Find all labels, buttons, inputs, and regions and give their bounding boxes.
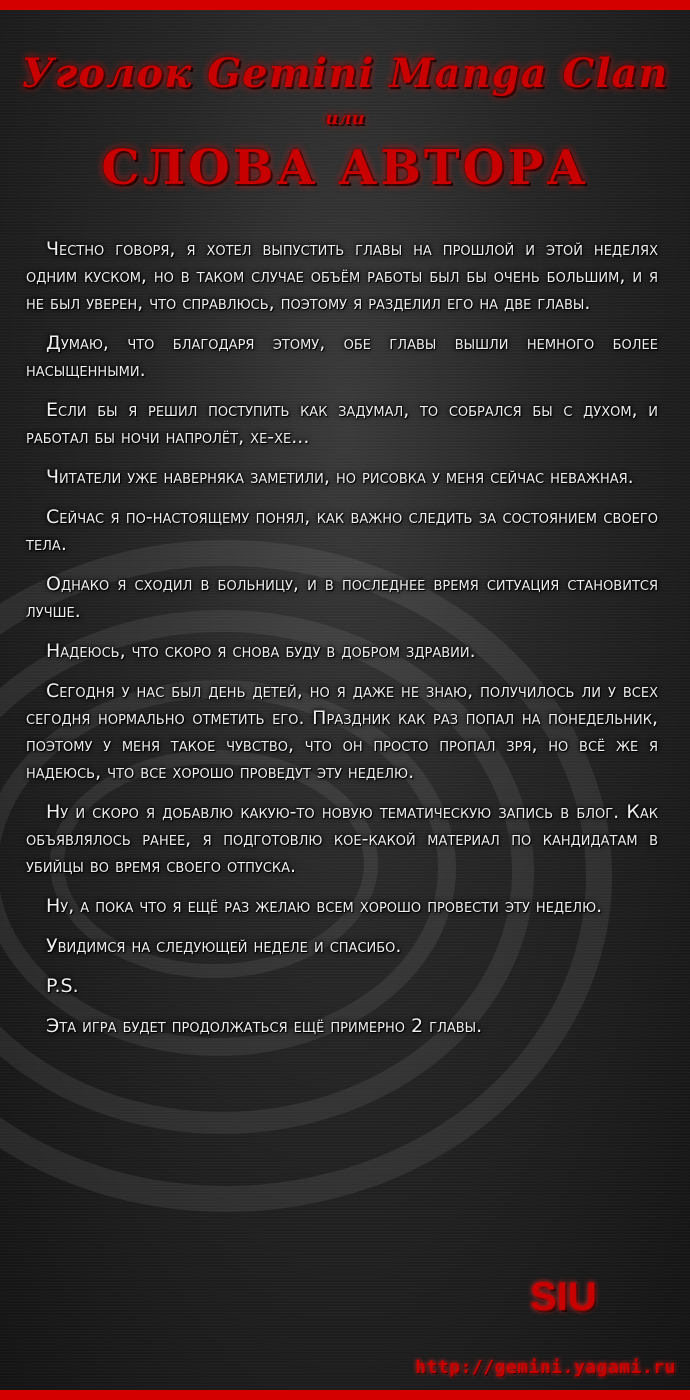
paragraph: Если бы я решил поступить как задумал, то собрался бы с духом, и работал бы ночи напролёт, хе-хе...	[26, 399, 658, 448]
paragraph: Думаю, что благодаря этому, обе главы вышли немного более насыщенными.	[26, 332, 658, 381]
paragraph: Честно говоря, я хотел выпустить главы на прошлой и этой неделях одним куском, но в таком случае объём работы был бы очень большим, и я не был уверен, что справлюсь, поэтому я разделил его на две главы.	[26, 238, 658, 314]
paragraph: Сегодня у нас был день детей, но я даже не знаю, получилось ли у всех сегодня нормально отметить его. Праздник как раз попал на понедельник, поэтому у меня такое чувство, что он просто пропал зря, но всё же я надеюсь, что все хорошо проведут эту неделю.	[26, 680, 658, 783]
corner-title: Уголок Gemini Manga Clan	[21, 50, 669, 97]
paragraph: Надеюсь, что скоро я снова буду в добром здравии.	[46, 640, 476, 662]
paragraph: Эта игра будет продолжаться ещё примерно 2 главы.	[46, 1015, 483, 1037]
or-label: или	[325, 108, 365, 129]
signature: SIU	[530, 1275, 597, 1319]
paragraph: Читатели уже наверняка заметили, но рисовка у меня сейчас неважная.	[46, 466, 634, 488]
bottom-red-bar	[0, 1390, 690, 1400]
paragraph: P.S.	[46, 975, 79, 997]
site-url-link[interactable]: http://gemini.yagami.ru	[415, 1357, 676, 1378]
paragraph: Увидимся на следующей неделе и спасибо.	[46, 935, 402, 957]
note-body	[26, 236, 658, 1053]
paragraph: Ну и скоро я добавлю какую-то новую тематическую запись в блог. Как объявлялось ранее, я подготовлю кое-какой материал по кандидатам в убийцы во время своего отпуска.	[26, 801, 658, 877]
paragraph: Однако я сходил в больницу, и в последнее время ситуация становится лучше.	[26, 573, 658, 622]
paragraph: Сейчас я по-настоящему понял, как важно следить за состоянием своего тела.	[26, 506, 658, 555]
paragraph: Ну, а пока что я ещё раз желаю всем хорошо провести эту неделю.	[46, 895, 603, 917]
top-red-bar	[0, 0, 690, 10]
author-words-title: СЛОВА АВТОРА	[101, 140, 589, 196]
